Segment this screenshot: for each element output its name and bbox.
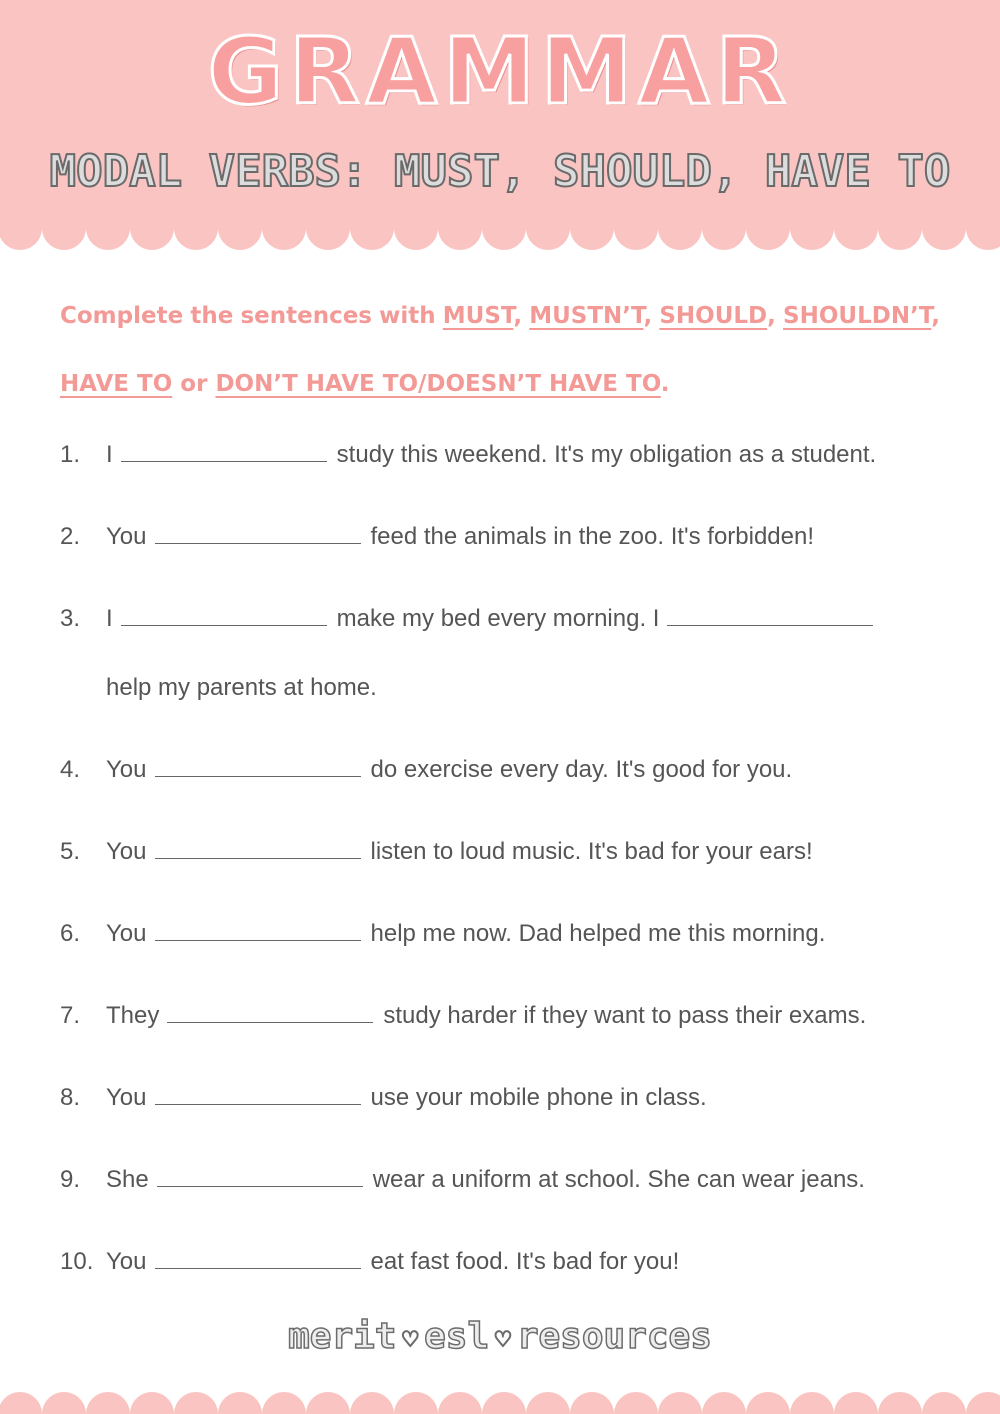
scallop-circle — [174, 1392, 218, 1414]
scallop-circle — [658, 1392, 702, 1414]
exercise-item — [60, 1242, 679, 1282]
answer-blank[interactable] — [155, 517, 361, 544]
exercise-subject: You — [106, 756, 147, 783]
exercise-subject: You — [106, 523, 147, 550]
scallop-circle — [0, 218, 42, 250]
exercise-subject: You — [106, 1248, 147, 1275]
scallop-circle — [526, 218, 570, 250]
scallop-circle — [922, 218, 966, 250]
exercise-item — [60, 750, 792, 790]
scallop-circle — [218, 218, 262, 250]
exercise-subject: I — [106, 441, 113, 468]
scallop-circle — [526, 1392, 570, 1414]
scallop-circle — [966, 1392, 1000, 1414]
scallop-circle — [0, 1392, 42, 1414]
exercise-item — [60, 435, 876, 475]
exercise-item — [60, 832, 813, 872]
exercise-number: 4. — [60, 756, 81, 783]
scallop-circle — [614, 218, 658, 250]
page-subtitle: MODAL VERBS: MUST, SHOULD, HAVE TO — [49, 146, 951, 197]
brand-esl: esl — [424, 1316, 490, 1357]
scallop-circle — [438, 218, 482, 250]
scallop-circle — [966, 218, 1000, 250]
heart-icon: ♡ — [495, 1325, 511, 1355]
scallop-circle — [262, 1392, 306, 1414]
exercise-number: 1. — [60, 441, 81, 468]
answer-blank[interactable] — [155, 914, 361, 941]
exercise-number: 7. — [60, 1002, 81, 1029]
exercise-text: help me now. Dad helped me this morning. — [370, 920, 826, 947]
scallop-circle — [130, 1392, 174, 1414]
scallop-circle — [658, 218, 702, 250]
scallop-circle — [42, 1392, 86, 1414]
exercise-text: feed the animals in the zoo. It's forbidden! — [370, 523, 815, 550]
exercise-text: eat fast food. It's bad for you! — [370, 1248, 680, 1275]
exercise-number: 10. — [60, 1248, 94, 1275]
exercise-item — [60, 1160, 865, 1200]
exercise-number: 6. — [60, 920, 81, 947]
scallop-circle — [702, 1392, 746, 1414]
exercise-subject: You — [106, 838, 147, 865]
exercise-subject: I — [106, 605, 113, 632]
scallop-circle — [614, 1392, 658, 1414]
answer-blank[interactable] — [121, 435, 327, 462]
scallop-circle — [482, 1392, 526, 1414]
scallop-border-bottom — [0, 1388, 1000, 1414]
scallop-circle — [746, 1392, 790, 1414]
scallop-circle — [306, 1392, 350, 1414]
instructions — [60, 282, 940, 418]
exercise-text: wear a uniform at school. She can wear jeans. — [372, 1166, 865, 1193]
scallop-circle — [702, 218, 746, 250]
exercise-text: study this weekend. It's my obligation as a student. — [336, 441, 877, 468]
scallop-circle — [790, 218, 834, 250]
scallop-circle — [218, 1392, 262, 1414]
instructions-or: or — [180, 371, 208, 397]
scallop-circle — [394, 1392, 438, 1414]
scallop-border-top — [0, 218, 1000, 258]
scallop-circle — [438, 1392, 482, 1414]
scallop-circle — [570, 1392, 614, 1414]
option-should: SHOULD — [659, 303, 768, 329]
answer-blank[interactable] — [155, 832, 361, 859]
answer-blank[interactable] — [157, 1160, 363, 1187]
scallop-circle — [86, 1392, 130, 1414]
instructions-intro-word: with — [379, 303, 436, 329]
exercise-subject: You — [106, 1084, 147, 1111]
exercise-text: do exercise every day. It's good for you. — [370, 756, 793, 783]
page-title: GRAMMAR — [207, 18, 793, 125]
answer-blank[interactable] — [121, 599, 327, 626]
exercise-item — [60, 1078, 707, 1118]
exercise-number: 9. — [60, 1166, 81, 1193]
scallop-circle — [42, 218, 86, 250]
instructions-line-1: Complete the sentences with MUST, MUSTN’T, SHOULD, SHOULDN’T, — [60, 282, 940, 350]
answer-blank[interactable] — [155, 1078, 361, 1105]
option-mustnt: MUSTN’T — [529, 303, 644, 329]
scallop-circle — [834, 218, 878, 250]
exercise-item — [60, 599, 883, 639]
footer-brand — [0, 1316, 1000, 1357]
instructions-intro-word: the — [190, 303, 234, 329]
exercise-subject: They — [106, 1002, 160, 1029]
exercise-text: use your mobile phone in class. — [370, 1084, 707, 1111]
instructions-line-2 — [60, 350, 940, 418]
exercise-item — [60, 914, 825, 954]
scallop-circle — [570, 218, 614, 250]
exercise-number: 8. — [60, 1084, 81, 1111]
instructions-intro-word: sentences — [240, 303, 372, 329]
exercise-subject: You — [106, 920, 147, 947]
scallop-circle — [878, 1392, 922, 1414]
scallop-circle — [350, 218, 394, 250]
scallop-circle — [922, 1392, 966, 1414]
exercise-item — [60, 517, 814, 557]
answer-blank[interactable] — [167, 996, 373, 1023]
scallop-circle — [306, 218, 350, 250]
option-must: MUST — [442, 303, 514, 329]
exercise-item — [60, 996, 866, 1036]
scallop-circle — [262, 218, 306, 250]
scallop-circle — [746, 218, 790, 250]
exercise-number: 3. — [60, 605, 81, 632]
exercise-number: 2. — [60, 523, 81, 550]
answer-blank[interactable] — [155, 1242, 361, 1269]
scallop-circle — [790, 1392, 834, 1414]
exercise-text: study harder if they want to pass their exams. — [383, 1002, 867, 1029]
exercise-text: listen to loud music. It's bad for your ears! — [370, 838, 813, 865]
scallop-circle — [878, 218, 922, 250]
exercise-text-continuation: help my parents at home. — [106, 674, 377, 701]
scallop-circle — [174, 218, 218, 250]
instructions-period: . — [660, 371, 670, 397]
scallop-circle — [86, 218, 130, 250]
scallop-circle — [350, 1392, 394, 1414]
instructions-intro-word: Complete — [60, 303, 184, 329]
exercise-number: 5. — [60, 838, 81, 865]
scallop-circle — [834, 1392, 878, 1414]
exercise-subject: She — [106, 1166, 149, 1193]
option-have-to: HAVE TO — [60, 371, 173, 397]
option-dont-have-to: DON’T HAVE TO/DOESN’T HAVE TO — [215, 371, 661, 397]
brand-merit: merit — [288, 1316, 397, 1357]
exercise-text: make my bed every morning. I — [336, 605, 660, 632]
heart-icon: ♡ — [402, 1325, 419, 1355]
answer-blank-second[interactable] — [667, 599, 873, 626]
option-shouldnt: SHOULDN’T — [783, 303, 932, 329]
scallop-circle — [394, 218, 438, 250]
scallop-circle — [482, 218, 526, 250]
answer-blank[interactable] — [155, 750, 361, 777]
scallop-circle — [130, 218, 174, 250]
brand-resources: resources — [516, 1316, 712, 1357]
